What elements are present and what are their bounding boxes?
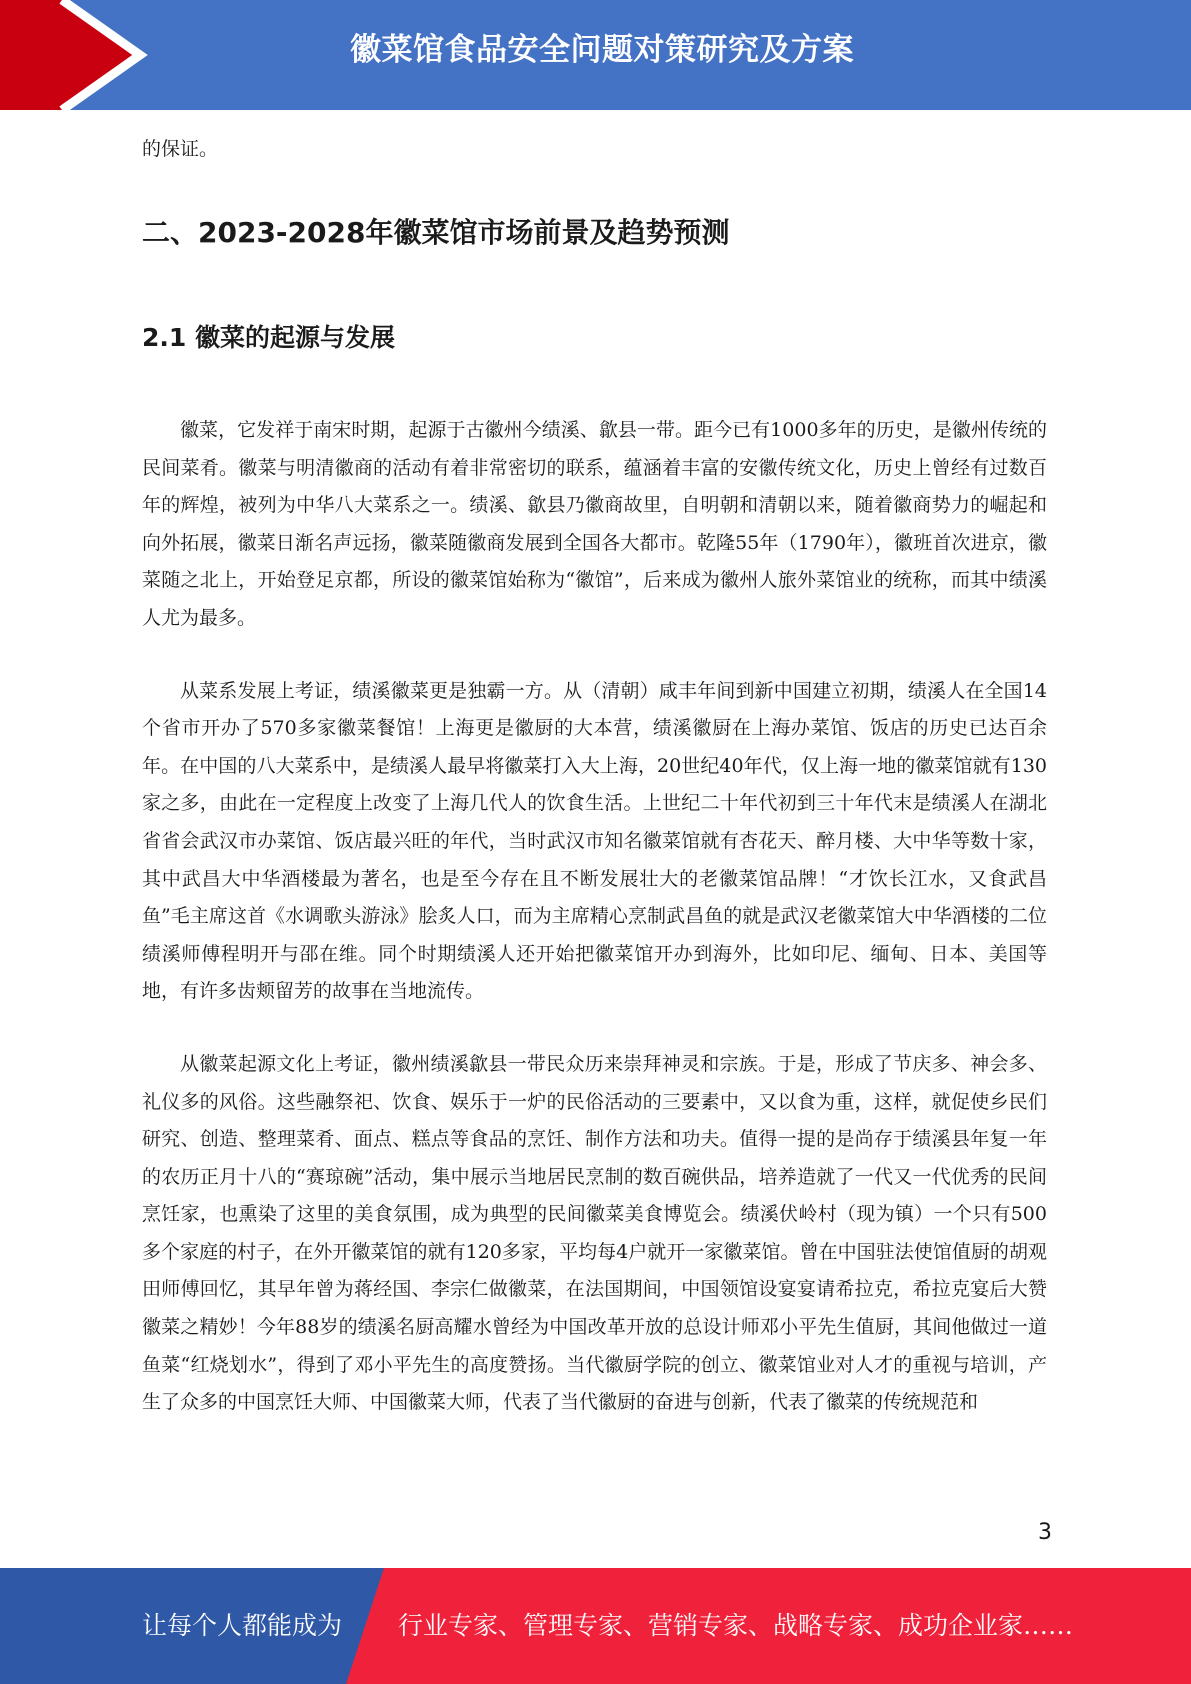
section-heading: 二、2023-2028年徽菜馆市场前景及趋势预测 — [142, 216, 730, 249]
page-content — [142, 130, 1047, 1422]
footer-slogan-left: 让每个人都能成为 — [142, 1611, 343, 1640]
subsection-heading: 2.1 徽菜的起源与发展 — [142, 323, 395, 352]
body-paragraph: 从徽菜起源文化上考证，徽州绩溪歙县一带民众历来崇拜神灵和宗族。于是，形成了节庆多、神会多、礼仪多的风俗。这些融祭祀、饮食、娱乐于一炉的民俗活动的三要素中，又以食为重，这样，就促使乡民们研究、创造、整理菜肴、面点、糕点等食品的烹饪、制作方法和功夫。值得一提的是尚存于绩溪县年复一年的农历正月十八的“赛琼碗”活动，集中展示当地居民烹制的数百碗供品，培养造就了一代又一代优秀的民间烹饪家，也熏染了这里的美食氛围，成为典型的民间徽菜美食博览会。绩溪伏岭村（现为镇）一个只有500多个家庭的村子，在外开徽菜馆的就有120多家，平均每4户就开一家徽菜馆。曾在中国驻法使馆值厨的胡观田师傅回忆，其早年曾为蒋经国、李宗仁做徽菜，在法国期间，中国领馆设宴宴请希拉克，希拉克宴后大赞徽菜之精妙！今年88岁的绩溪名厨高耀水曾经为中国改革开放的总设计师邓小平先生值厨，其间他做过一道鱼菜“红烧划水”，得到了邓小平先生的高度赞扬。当代徽厨学院的创立、徽菜馆业对人才的重视与培训，产生了众多的中国烹饪大师、中国徽菜大师，代表了当代徽厨的奋进与创新，代表了徽菜的传统规范和 — [142, 1052, 1047, 1414]
page-number: 3 — [1038, 1520, 1052, 1545]
body-paragraph: 徽菜，它发祥于南宋时期，起源于古徽州今绩溪、歙县一带。距今已有1000多年的历史，是徽州传统的民间菜肴。徽菜与明清徽商的活动有着非常密切的联系，蕴涵着丰富的安徽传统文化，历史上曾经有过数百年的辉煌，被列为中华八大菜系之一。绩溪、歙县乃徽商故里，自明朝和清朝以来，随着徽商势力的崛起和向外拓展，徽菜日渐名声远扬，徽菜随徽商发展到全国各大都市。乾隆55年（1790年），徽班首次进京，徽菜随之北上，开始登足京都，所设的徽菜馆始称为“徽馆”，后来成为徽州人旅外菜馆业的统称，而其中绩溪人尤为最多。 — [142, 419, 1047, 629]
footer-slogan-right: 行业专家、管理专家、营销专家、战略专家、成功企业家…… — [398, 1611, 1074, 1640]
body-paragraph: 从菜系发展上考证，绩溪徽菜更是独霸一方。从（清朝）咸丰年间到新中国建立初期，绩溪人在全国14个省市开办了570多家徽菜餐馆！上海更是徽厨的大本营，绩溪徽厨在上海办菜馆、饭店的历史已达百余年。在中国的八大菜系中，是绩溪人最早将徽菜打入大上海，20世纪40年代，仅上海一地的徽菜馆就有130家之多，由此在一定程度上改变了上海几代人的饮食生活。上世纪二十年代初到三十年代末是绩溪人在湖北省省会武汉市办菜馆、饭店最兴旺的年代，当时武汉市知名徽菜馆就有杏花天、醉月楼、大中华等数十家，其中武昌大中华酒楼最为著名，也是至今存在且不断发展壮大的老徽菜馆品牌！“才饮长江水，又食武昌鱼”毛主席这首《水调歌头游泳》脍炙人口，而为主席精心烹制武昌鱼的就是武汉老徽菜馆大中华酒楼的二位绩溪师傅程明开与邵在维。同个时期绩溪人还开始把徽菜馆开办到海外，比如印尼、缅甸、日本、美国等地，有许多齿颊留芳的故事在当地流传。 — [142, 679, 1047, 1003]
document-title: 徽菜馆食品安全问题对策研究及方案 — [350, 32, 854, 68]
page-header — [0, 0, 1191, 110]
page-footer — [0, 1568, 1191, 1684]
continued-text: 的保证。 — [142, 138, 219, 160]
header-arrow-decoration — [0, 0, 160, 110]
